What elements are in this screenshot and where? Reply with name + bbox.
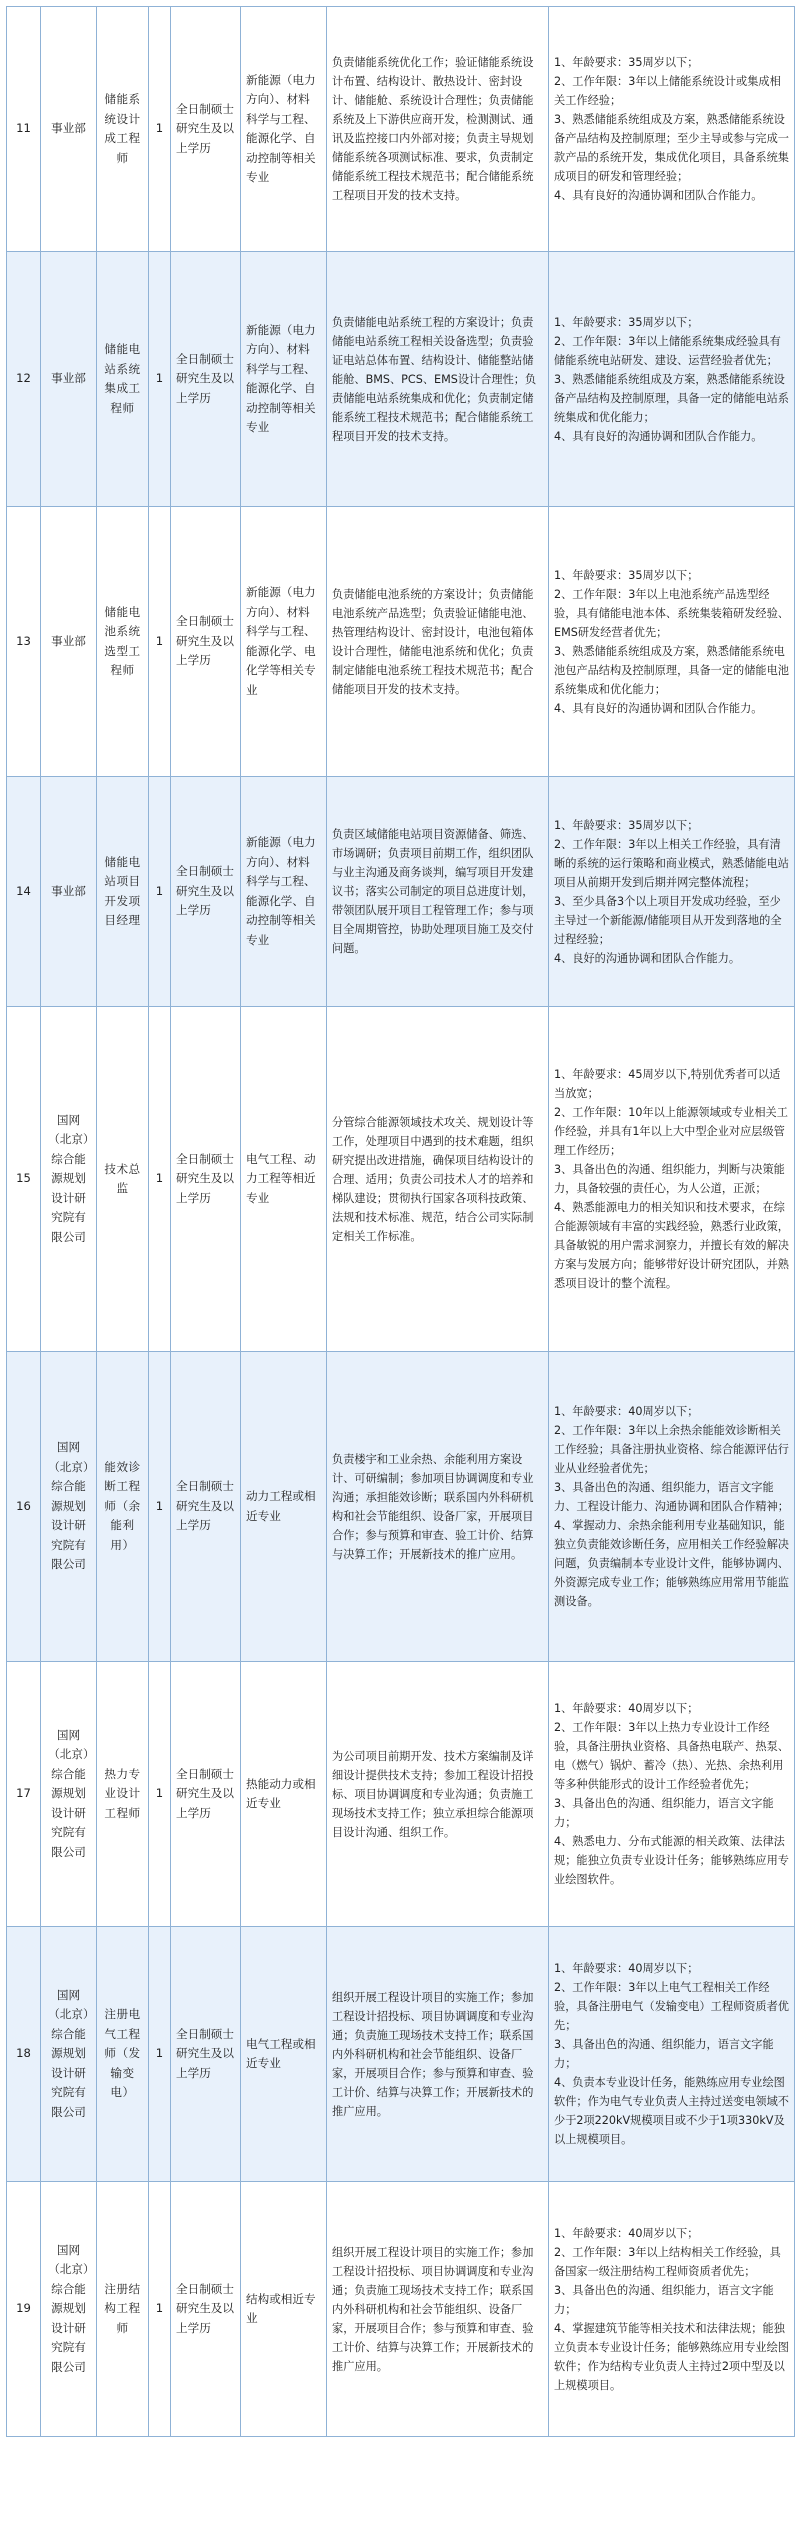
job-duties: 负责楼宇和工业余热、余能利用方案设计、可研编制；参加项目协调调度和专业沟通；承担能效诊断；联系国内外科研机构和社会节能组织、设备厂家，开展项目合作；参与预算和审查、验工计价、结算与决算工作；开展新技术的推广应用。 [327, 1352, 549, 1662]
qualification-line: 4、具有良好的沟通协调和团队合作能力。 [554, 701, 763, 715]
education-requirement: 全日制硕士研究生及以上学历 [171, 1927, 241, 2182]
qualifications [549, 1007, 795, 1352]
qualification-line: 1、年龄要求：40周岁以下； [554, 1962, 699, 1975]
department: 事业部 [41, 252, 97, 507]
major-requirement: 电气工程、动力工程等相近专业 [241, 1007, 327, 1352]
job-duties: 组织开展工程设计项目的实施工作；参加工程设计招投标、项目协调调度和专业沟通；负责施工现场技术支持工作；联系国内外科研机构和社会节能组织、设备厂家，开展项目合作；参与预算和审查、验工计价、结算与决算工作；开展新技术的推广应用。 [327, 2182, 549, 2437]
headcount: 1 [149, 252, 171, 507]
row-number: 17 [7, 1662, 41, 1927]
qualification-line: 3、具备出色的沟通、组织能力，判断与决策能力，具备较强的责任心，为人公道，正派； [554, 1163, 785, 1195]
qualification-line: 2、工作年限：3年以上储能系统设计或集成相关工作经验； [554, 75, 781, 107]
education-requirement: 全日制硕士研究生及以上学历 [171, 2182, 241, 2437]
department: 事业部 [41, 507, 97, 777]
table-row [7, 1007, 795, 1352]
qualification-line: 4、良好的沟通协调和团队合作能力。 [554, 951, 741, 965]
position-title: 能效诊断工程师（余能利用） [97, 1352, 149, 1662]
position-title: 注册电气工程师（发输变电） [97, 1927, 149, 2182]
education-requirement: 全日制硕士研究生及以上学历 [171, 7, 241, 252]
education-requirement: 全日制硕士研究生及以上学历 [171, 1007, 241, 1352]
position-title: 储能电池系统选型工程师 [97, 507, 149, 777]
qualification-line: 3、具备出色的沟通、组织能力，语言文字能力； [554, 1797, 774, 1829]
department: 国网（北京）综合能源规划设计研究院有限公司 [41, 2182, 97, 2437]
position-title: 储能系统设计成工程师 [97, 7, 149, 252]
position-title: 储能电站项目开发项目经理 [97, 777, 149, 1007]
position-title: 热力专业设计工程师 [97, 1662, 149, 1927]
qualification-line: 2、工作年限：3年以上结构相关工作经验，具备国家一级注册结构工程师资质者优先； [554, 2245, 781, 2278]
table-row [7, 1662, 795, 1927]
qualification-line: 4、负责本专业设计任务，能熟练应用专业绘图软件；作为电气专业负责人主持过送变电领域不少于2项220kV规模项目或不少于1项330kV及以上规模项目。 [554, 2076, 789, 2146]
qualification-line: 1、年龄要求：40周岁以下； [554, 2226, 699, 2240]
major-requirement: 动力工程或相近专业 [241, 1352, 327, 1662]
headcount: 1 [149, 2182, 171, 2437]
qualification-line: 2、工作年限：3年以上储能系统集成经验具有储能系统电站研发、建设、运营经验者优先； [554, 334, 781, 367]
recruitment-table [6, 6, 795, 2437]
qualifications [549, 252, 795, 507]
education-requirement: 全日制硕士研究生及以上学历 [171, 777, 241, 1007]
major-requirement: 热能动力或相近专业 [241, 1662, 327, 1927]
job-duties: 组织开展工程设计项目的实施工作；参加工程设计招投标、项目协调调度和专业沟通；负责施工现场技术支持工作；联系国内外科研机构和社会节能组织、设备厂家，开展项目合作；参与预算和审查、验工计价、结算与决算工作；开展新技术的推广应用。 [327, 1927, 549, 2182]
qualifications [549, 507, 795, 777]
department: 事业部 [41, 777, 97, 1007]
headcount: 1 [149, 7, 171, 252]
qualification-line: 4、掌握建筑节能等相关技术和法律法规；能独立负责本专业设计任务；能够熟练应用专业绘图软件；作为结构专业负责人主持过2项中型及以上规模项目。 [554, 2321, 789, 2392]
headcount: 1 [149, 1352, 171, 1662]
qualification-line: 4、掌握动力、余热余能利用专业基础知识，能独立负责能效诊断任务，应用相关工作经验解决问题，负责编制本专业设计文件，能够协调内、外资源完成专业工作；能够熟练应用常用节能监测设备。 [554, 1519, 789, 1608]
position-title: 储能电站系统集成工程师 [97, 252, 149, 507]
row-number: 12 [7, 252, 41, 507]
job-duties: 为公司项目前期开发、技术方案编制及详细设计提供技术支持；参加工程设计招投标、项目协调调度和专业沟通；负责施工现场技术支持工作；独立承担综合能源项目设计沟通、组织工作。 [327, 1662, 549, 1927]
department: 国网（北京）综合能源规划设计研究院有限公司 [41, 1927, 97, 2182]
row-number: 18 [7, 1927, 41, 2182]
qualifications [549, 1927, 795, 2182]
job-duties: 负责储能电池系统的方案设计；负责储能电池系统产品选型；负责验证储能电池、热管理结构设计、密封设计，电池包箱体设计合理性，储能电池系统和优化；负责制定储能电池系统工程技术规范书；配合储能项目开发的技术支持。 [327, 507, 549, 777]
qualification-line: 4、熟悉能源电力的相关知识和技术要求，在综合能源领域有丰富的实践经验，熟悉行业政策，具备敏锐的用户需求洞察力，并擅长有效的解决方案与发展方向；能够带好设计研究团队，并熟悉项目设计的整个流程。 [554, 1201, 789, 1290]
major-requirement: 新能源（电力方向）、材料科学与工程、能源化学、自动控制等相关专业 [241, 777, 327, 1007]
table-row [7, 507, 795, 777]
qualification-line: 3、具备出色的沟通、组织能力，语言文字能力； [554, 2283, 774, 2316]
row-number: 14 [7, 777, 41, 1007]
qualifications [549, 7, 795, 252]
major-requirement: 新能源（电力方向）、材料科学与工程、能源化学、电化学等相关专业 [241, 507, 327, 777]
table-row [7, 1352, 795, 1662]
qualification-line: 1、年龄要求：35周岁以下； [554, 568, 699, 582]
department: 事业部 [41, 7, 97, 252]
major-requirement: 新能源（电力方向）、材料科学与工程、能源化学、自动控制等相关专业 [241, 7, 327, 252]
headcount: 1 [149, 777, 171, 1007]
table-body [7, 7, 795, 2437]
education-requirement: 全日制硕士研究生及以上学历 [171, 1352, 241, 1662]
qualification-line: 1、年龄要求：40周岁以下； [554, 1702, 699, 1715]
department: 国网（北京）综合能源规划设计研究院有限公司 [41, 1662, 97, 1927]
row-number: 16 [7, 1352, 41, 1662]
qualification-line: 1、年龄要求：35周岁以下； [554, 818, 699, 832]
department: 国网（北京）综合能源规划设计研究院有限公司 [41, 1352, 97, 1662]
qualification-line: 2、工作年限：10年以上能源领域或专业相关工作经验，并具有1年以上大中型企业对应层级管理工作经历； [554, 1106, 788, 1157]
qualification-line: 1、年龄要求：35周岁以下； [554, 56, 699, 69]
qualification-line: 4、具有良好的沟通协调和团队合作能力。 [554, 189, 763, 202]
position-title: 技术总监 [97, 1007, 149, 1352]
row-number: 13 [7, 507, 41, 777]
qualification-line: 2、工作年限：3年以上电池系统产品选型经验，具有储能电池本体、系统集装箱研发经验、EMS研发经营者优先； [554, 587, 789, 639]
qualifications [549, 777, 795, 1007]
qualification-line: 3、熟悉储能系统组成及方案，熟悉储能系统设备产品结构及控制原理；至少主导或参与完成一款产品的系统开发，集成优化项目，具备系统集成项目的研发和管理经验； [554, 113, 789, 183]
position-title: 注册结构工程师 [97, 2182, 149, 2437]
qualification-line: 3、熟悉储能系统组成及方案，熟悉储能系统设备产品结构及控制原理，具备一定的储能电站系统集成和优化能力； [554, 372, 789, 424]
qualification-line: 3、具备出色的沟通、组织能力，语言文字能力、工程设计能力、沟通协调和团队合作精神； [554, 1481, 789, 1513]
job-duties: 分管综合能源领域技术攻关、规划设计等工作，处理项目中遇到的技术难题，组织研究提出改进措施，确保项目结构设计的合理、适用；负责公司技术人才的培养和梯队建设；贯彻执行国家各项科技政策、法规和技术标准、规范，结合公司实际制定相关工作标准。 [327, 1007, 549, 1352]
education-requirement: 全日制硕士研究生及以上学历 [171, 507, 241, 777]
qualification-line: 3、至少具备3个以上项目开发成功经验，至少主导过一个新能源/储能项目从开发到落地的全过程经验； [554, 894, 782, 946]
qualifications [549, 1352, 795, 1662]
qualification-line: 3、具备出色的沟通、组织能力，语言文字能力； [554, 2038, 774, 2070]
qualification-line: 2、工作年限：3年以上余热余能能效诊断相关工作经验；具备注册执业资格、综合能源评估行业从业经验者优先； [554, 1424, 789, 1475]
headcount: 1 [149, 1007, 171, 1352]
job-duties: 负责区域储能电站项目资源储备、筛选、市场调研；负责项目前期工作，组织团队与业主沟通及商务谈判，编写项目开发建议书；落实公司制定的项目总进度计划，带领团队展开项目工程管理工作；参与项目全周期管控，协助处理项目施工及交付问题。 [327, 777, 549, 1007]
qualification-line: 2、工作年限：3年以上电气工程相关工作经验，具备注册电气（发输变电）工程师资质者优先； [554, 1981, 789, 2032]
row-number: 11 [7, 7, 41, 252]
table-row [7, 777, 795, 1007]
headcount: 1 [149, 507, 171, 777]
qualification-line: 1、年龄要求：45周岁以下,特别优秀者可以适当放宽； [554, 1068, 781, 1100]
major-requirement: 结构或相近专业 [241, 2182, 327, 2437]
qualifications [549, 1662, 795, 1927]
department: 国网（北京）综合能源规划设计研究院有限公司 [41, 1007, 97, 1352]
qualification-line: 1、年龄要求：35周岁以下； [554, 315, 699, 329]
table-row [7, 252, 795, 507]
headcount: 1 [149, 1927, 171, 2182]
qualifications [549, 2182, 795, 2437]
qualification-line: 1、年龄要求：40周岁以下； [554, 1405, 699, 1418]
table-row [7, 1927, 795, 2182]
education-requirement: 全日制硕士研究生及以上学历 [171, 252, 241, 507]
row-number: 15 [7, 1007, 41, 1352]
qualification-line: 2、工作年限：3年以上热力专业设计工作经验，具备注册执业资格、具备热电联产、热泵、电（燃气）锅炉、蓄冷（热）、光热、余热利用等多种供能形式的设计工作经验者优先； [554, 1721, 789, 1791]
job-duties: 负责储能系统优化工作；验证储能系统设计布置、结构设计、散热设计、密封设计、储能舱、系统设计合理性；负责储能系统及上下游供应商开发，检测测试、通讯及监控接口内外部对接；负责主导规划储能系统各项测试标准、要求，负责制定储能系统工程技术规范书；配合储能系统工程项目开发的技术支持。 [327, 7, 549, 252]
major-requirement: 电气工程或相近专业 [241, 1927, 327, 2182]
education-requirement: 全日制硕士研究生及以上学历 [171, 1662, 241, 1927]
headcount: 1 [149, 1662, 171, 1927]
qualification-line: 2、工作年限：3年以上相关工作经验，具有清晰的系统的运行策略和商业模式，熟悉储能电站项目从前期开发到后期并网完整体流程； [554, 837, 789, 889]
job-duties: 负责储能电站系统工程的方案设计；负责储能电站系统工程相关设备选型；负责验证电站总体布置、结构设计、储能整站储能舱、BMS、PCS、EMS设计合理性；负责储能电站系统集成和优化；负责制定储能系统工程技术规范书；配合储能系统工程项目开发的技术支持。 [327, 252, 549, 507]
table-row [7, 7, 795, 252]
row-number: 19 [7, 2182, 41, 2437]
qualification-line: 4、熟悉电力、分布式能源的相关政策、法律法规；能独立负责专业设计任务；能够熟练应用专业绘图软件。 [554, 1835, 789, 1886]
table-row [7, 2182, 795, 2437]
qualification-line: 4、具有良好的沟通协调和团队合作能力。 [554, 429, 763, 443]
major-requirement: 新能源（电力方向）、材料科学与工程、能源化学、自动控制等相关专业 [241, 252, 327, 507]
qualification-line: 3、熟悉储能系统组成及方案，熟悉储能系统电池包产品结构及控制原理，具备一定的储能电池系统集成和优化能力； [554, 644, 789, 696]
